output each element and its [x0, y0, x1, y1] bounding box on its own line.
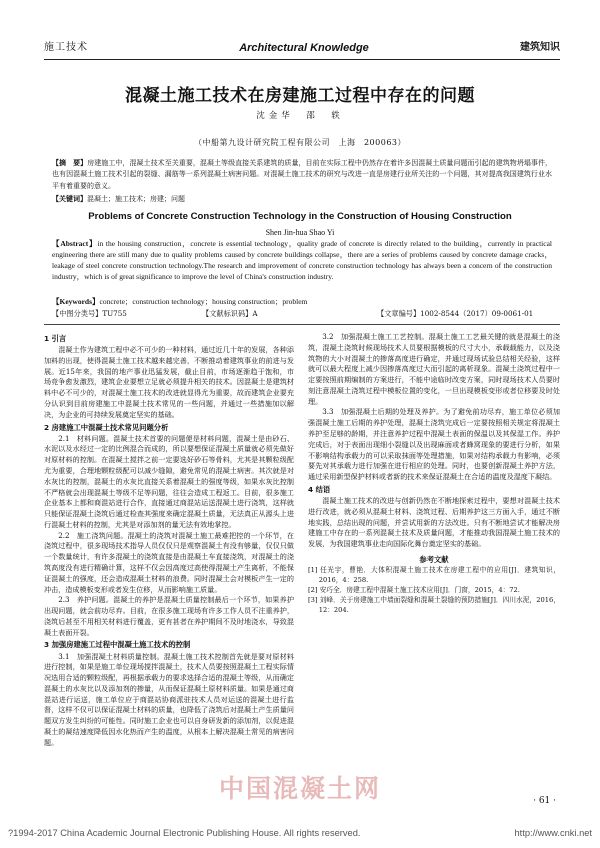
affiliation-cn: （中船第九设计研究院工程有限公司 上海 200063） [193, 138, 407, 147]
document-code: 【文献标识码】A [202, 309, 258, 318]
footer [8, 826, 592, 840]
section-heading-conclusion: 4 结语 [308, 484, 331, 494]
paragraph-curing-problem: 2.3 养护问题。混凝土的养护是混凝土质量控制最后一个环节，如果养护出现问题，就会前功尽弃。目前，在很多施工现场有许多工作人员不注重养护，浇筑后甚至不用相关材料进行覆盖，更有甚者在养护期间不及时地浇水，导致混凝土表面开裂。 [44, 595, 294, 637]
keywords-en-label: 【Keywords】 [52, 297, 100, 306]
keywords-cn-label: 【关键词】 [52, 194, 87, 203]
paragraph-material-problem: 2.1 材料问题。混凝土技术首要的问题便是材料问题，混凝土是由砂石、水泥以及水经过一定的比例混合而成的，所以要想保证混凝土质量就必须先做好对原材料的控制。在混凝土搅拌之前一定要选好砂石等骨料，尤其是其颗粒级配尤为重要，合理地颗粒级配可以减少缝隙，避免常见的混凝土病害。其次就是对水灰比的控制，混凝土的水灰比直接关系着混凝土的强度等级，如果水灰比控制不严格就会出现混凝土等级不足等问题，往往会造成工程返工。目前，很多施工企业基本上都和商混站进行合作，直接通过商混站运送混凝土进行浇筑，这样就只能保证混凝土浇筑后通过检查其强度来确定混凝土质量，无法真正从源头上进行混凝土材料的控制，尤其是对添加剂的量无法有效地掌控。 [44, 433, 294, 529]
references-heading: 参考文献 [419, 554, 449, 564]
section-heading-problems: 2 房建施工中混凝土技术常见问题分析 [44, 422, 169, 432]
keywords-en-text: concrete；construction technology；housing construction；problem [99, 297, 308, 306]
body-column-left [44, 332, 294, 749]
paragraph-material-control: 3.1 加强混凝土材料质量控制。混凝土施工技术控制首先就是要对原材料进行控制，如果是施工单位现场搅拌混凝土，技术人员要按照混凝土工程实际情况选用合适的颗粒级配，再根据承载力的要求选择合适的混凝土等级，从而确定混凝土的水灰比以及添加剂的掺量，从而保证混凝土原材料质量。如果是通过商混站进行运送，施工单位应于商混站协商派驻技术人员对运送的混凝土进行监督，这样不仅可以保证混凝土材料的质量，也降低了浇筑后对混凝土产生质量问题双方发生纠纷的可能性。同时施工企业也可以自身研发新的添加剂，以促进混凝土的凝结速度降低因水化热而产生的温度，从根本上解决混凝土常见的病害问题。 [44, 651, 294, 747]
header-journal-title: Architectural Knowledge [239, 41, 369, 54]
body-column-right [308, 332, 560, 615]
watermark-logo: 中国混凝土网 [218, 774, 381, 803]
keywords-cn-text: 混凝土；施工技术；房建；问题 [87, 195, 185, 203]
reference-item: [3] 刘峰．关于房建施工中墙面裂缝和混凝土裂缝的预防措施[J]．四川水泥，2016，12：204. [308, 596, 560, 615]
clc-number: 【中图分类号】TU755 [52, 309, 127, 318]
paragraph-pouring-problem: 2.2 施工浇筑问题。混凝土的浇筑对混凝土施工最难把控的一个环节，在浇筑过程中，很多现场技术指导人员仅仅只是观察混凝土有没有够量，仅仅只做一个数量统计，有许多混凝土的浇筑直接是由混凝土车直接浇筑，对混凝土的浇筑高度没有进行精确计算，这样不仅会因高度过高使得混凝土产生离析，不能保证混凝土的强度，还会造成混凝土材料的浪费。同时混凝土会对模板产生一定的冲击，造成模板变形或者发生位移，从而影响施工质量。 [44, 530, 294, 594]
section-heading-control: 3 加强房建施工过程中混凝土施工技术的控制 [44, 640, 191, 650]
abstract-cn-text: 房建施工中，混凝土技术至关重要，混凝土等级直接关系建筑的质量，目前在实际工程中仍然存在着许多因混凝土质量问题而引起的建筑物坍塌事件，也有因混凝土施工技术引起的裂缝、漏筋等一系列混凝土病害问题。对混凝土施工技术的研究与改进一直是房建行业所关注的一个问题，其对提高我国建筑行业水平有着重要的意义。 [52, 159, 553, 190]
abstract-en-label: 【Abstract】 [52, 239, 98, 248]
running-header [44, 40, 560, 56]
authors-en: Shen Jin-hua Shao Yi [265, 228, 335, 237]
paragraph-introduction: 混凝土作为建筑工程中必不可少的一种材料，通过近几十年的发展，各种添加料的出现，使得混凝土施工技术越来越完善，不断推动着建筑事业的前进与发展。近15年来，我国的地产事业迅猛发展，截止目前，市场逐渐趋于饱和，市场竞争愈发激烈，建筑企业要想立足就必须提升相关的技术。因混凝土是建筑材料中必不可少的，对混凝土施工技术的改进就显得尤为重要，故而建筑企业要充分认识到目前房建施工中混凝土技术常见的一些问题，并通过一些措施加以解决，为企业的可持续发展奠定坚实的基础。 [44, 345, 294, 419]
authors-cn: 沈金华 邵 轶 [256, 111, 344, 121]
header-rule [44, 59, 560, 60]
abstract-en-text: in the housing construction，concrete is essential technology，quality grade of concrete is directly related to the building，currently in practical engineering there are still many due to quality problems caused by concrete buildings collapse，there are a series of problems caused by concrete damage cracks，leakage of steel concrete construction technology.The research and improvement of concrete construction technology has always been a concern of the construction industry，which is of great significance to improve the level of China's construction industry. [52, 239, 552, 281]
paragraph-curing-control: 3.3 加强混凝土后期的处理及养护。为了避免前功尽弃，施工单位必须加强混凝土施工后期的养护处理，混凝土浇筑完成后一定要按照相关规定将混凝土养护至足够的龄期，并注意养护过程中混凝土表面的保温以及其保湿工作。养护完成后，对于表面出现细小裂缝以及出现麻面或者蜂窝现象的要进行分析，如果不影响结构承载力的可以采取抹面等处理措施，如果对结构承载力有影响，必须要先对其承载力进行加强在进行相应的处理。同时，也要创新混凝土养护方法，通过采用新型保护材料或者新的技术来保证混凝土在合适的温度及湿度下凝结。 [308, 407, 560, 482]
paragraph-process-control: 3.2 加强混凝土施工工艺控制。混凝土施工工艺最关键的就是混凝土的浇筑，混凝土浇筑时候现场技术人员要根据模板的尺寸大小，承载载能力，以及浇筑物的大小对混凝土的掺落高度进行确定，并通过现场试验总结相关经验，这样就可以最大程度上减少因掺落高度过大而引起的离析现象。混凝土浇筑过程中一定要按照前期编制的方案进行，不能中途临时改变方案，同时现场技术人员要时刻注意混凝土浇筑过程中模板位置的变化，一旦出现模板变形或者位移要及时处理。 [308, 332, 560, 406]
header-section-label: 施工技术 [44, 42, 88, 54]
article-title-en: Problems of Concrete Construction Technology in the Construction of Housing Construction [88, 211, 512, 222]
reference-item: [2] 安巧全．房建工程中混凝土施工技术应用[J]．门窗，2015，4：72. [308, 586, 520, 595]
header-column-label: 建筑知识 [519, 42, 560, 54]
footer-url[interactable]: http://www.cnki.net [514, 828, 592, 838]
section-heading-introduction: 1 引言 [44, 334, 67, 343]
article-title-cn: 混凝土施工技术在房建施工过程中存在的问题 [125, 86, 475, 106]
abstract-cn-label: 【摘 要】 [52, 158, 88, 167]
footer-copyright: ?1994-2017 China Academic Journal Electronic Publishing House. All rights reserved. [8, 828, 361, 838]
reference-item: [1] 任光宇，曹艳．大体积混凝土施工技术在房建工程中的应用[J]．建筑知识，2016，4：258. [308, 566, 560, 585]
page-number: · 61 · [533, 796, 556, 806]
abstract-en [52, 239, 552, 283]
abstract-cn [52, 157, 552, 192]
article-meta [52, 309, 552, 320]
meta-rule [44, 324, 560, 325]
paragraph-conclusion: 混凝土施工技术的改进与创新仍然在不断地探索过程中，要想对混凝土技术进行改进，就必须从混凝土材料、浇筑过程、后期养护这三方面入手，通过不断地实践，总结出现的问题，并尝试用新的方法改进。只有不断地尝试才能解决房建施工中存在的一系列混凝土技术及质量问题，才能推动我国混凝土施工技术的发展，为我国建筑事业走向国际化舞台奠定坚实的基础。 [308, 496, 560, 549]
keywords-cn [52, 194, 552, 205]
keywords-en [52, 296, 552, 307]
article-number: 【文章编号】1002-8544（2017）09-0061-01 [377, 309, 534, 318]
